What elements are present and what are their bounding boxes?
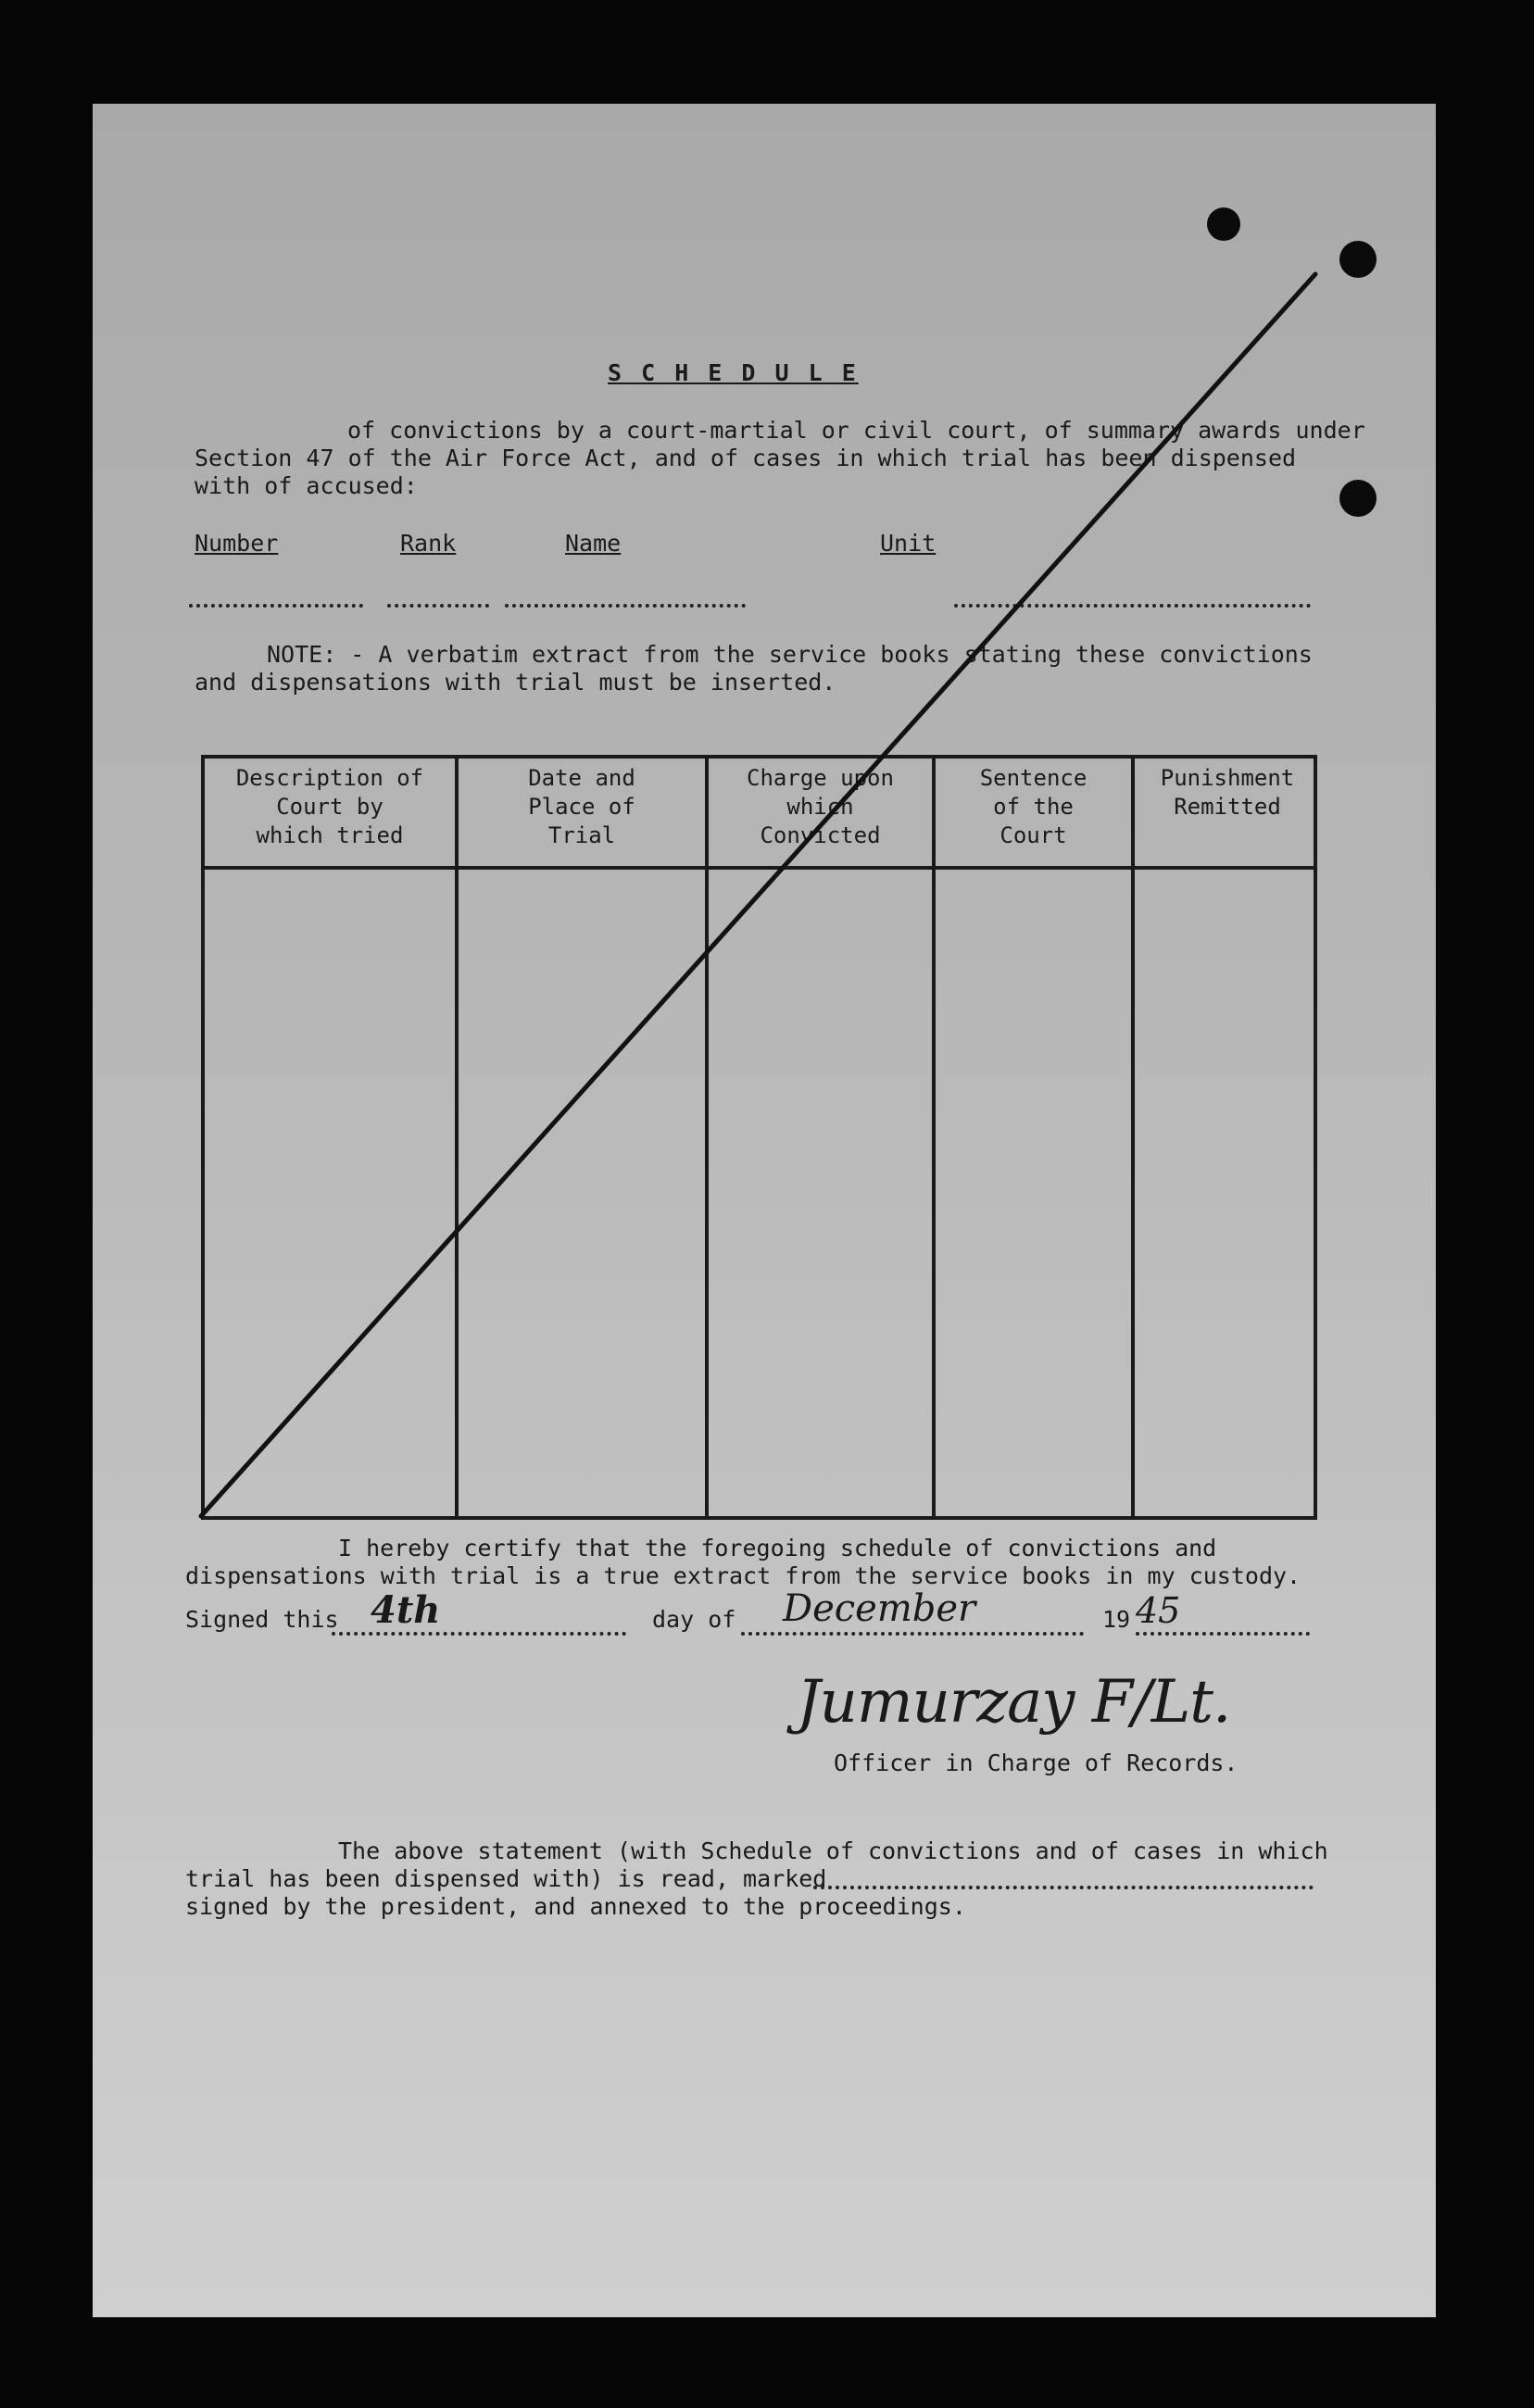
statement-line-3: signed by the president, and annexed to the proceedings. xyxy=(185,1893,966,1920)
unit-label: Unit xyxy=(880,530,937,557)
note-line-1: NOTE: - A verbatim extract from the service books stating these convictions xyxy=(267,641,1313,668)
schedule-title: S C H E D U L E xyxy=(608,359,859,386)
statement-line-2: trial has been dispensed with) is read, marked xyxy=(185,1865,827,1892)
certify-line-1: I hereby certify that the foregoing schedule of convictions and xyxy=(338,1535,1217,1561)
column-header-date-place: Date and Place of Trial xyxy=(528,765,635,848)
marked-dotted-line xyxy=(813,1886,1314,1889)
intro-line-1: of convictions by a court-martial or civil court, of summary awards under xyxy=(347,417,1365,444)
year-prefix: 19 xyxy=(1102,1606,1131,1633)
month-dotted-line xyxy=(741,1632,1084,1636)
rank-label: Rank xyxy=(400,530,457,557)
column-header-description: Description of Court by which tried xyxy=(235,765,424,848)
number-label: Number xyxy=(195,530,279,557)
diagonal-cancel-stroke xyxy=(93,104,1436,1586)
day-of-label: day of xyxy=(652,1606,736,1633)
officer-signature: Jumurzay F/Lt. xyxy=(797,1668,1231,1737)
column-header-charge: Charge upon which Convicted xyxy=(747,765,894,848)
statement-line-1: The above statement (with Schedule of convictions and of cases in which xyxy=(338,1837,1328,1864)
intro-line-2: Section 47 of the Air Force Act, and of cases in which trial has been dispensed xyxy=(195,445,1297,471)
day-handwritten: 4th xyxy=(371,1588,441,1632)
year-dotted-line xyxy=(1136,1632,1310,1636)
intro-line-3: with of accused: xyxy=(195,472,418,499)
day-dotted-line xyxy=(332,1632,626,1636)
year-handwritten: 45 xyxy=(1136,1590,1181,1631)
column-header-sentence: Sentence of the Court xyxy=(979,765,1088,848)
certify-line-2: dispensations with trial is a true extract from the service books in my custody. xyxy=(185,1562,1301,1589)
name-label: Name xyxy=(565,530,622,557)
signed-this-label: Signed this xyxy=(185,1606,339,1633)
month-handwritten: December xyxy=(783,1587,976,1630)
officer-title: Officer in Charge of Records. xyxy=(834,1750,1239,1776)
column-header-punishment-remitted: Punishment Remitted xyxy=(1160,765,1295,820)
document-page xyxy=(93,104,1436,2317)
note-line-2: and dispensations with trial must be inserted. xyxy=(195,669,836,696)
